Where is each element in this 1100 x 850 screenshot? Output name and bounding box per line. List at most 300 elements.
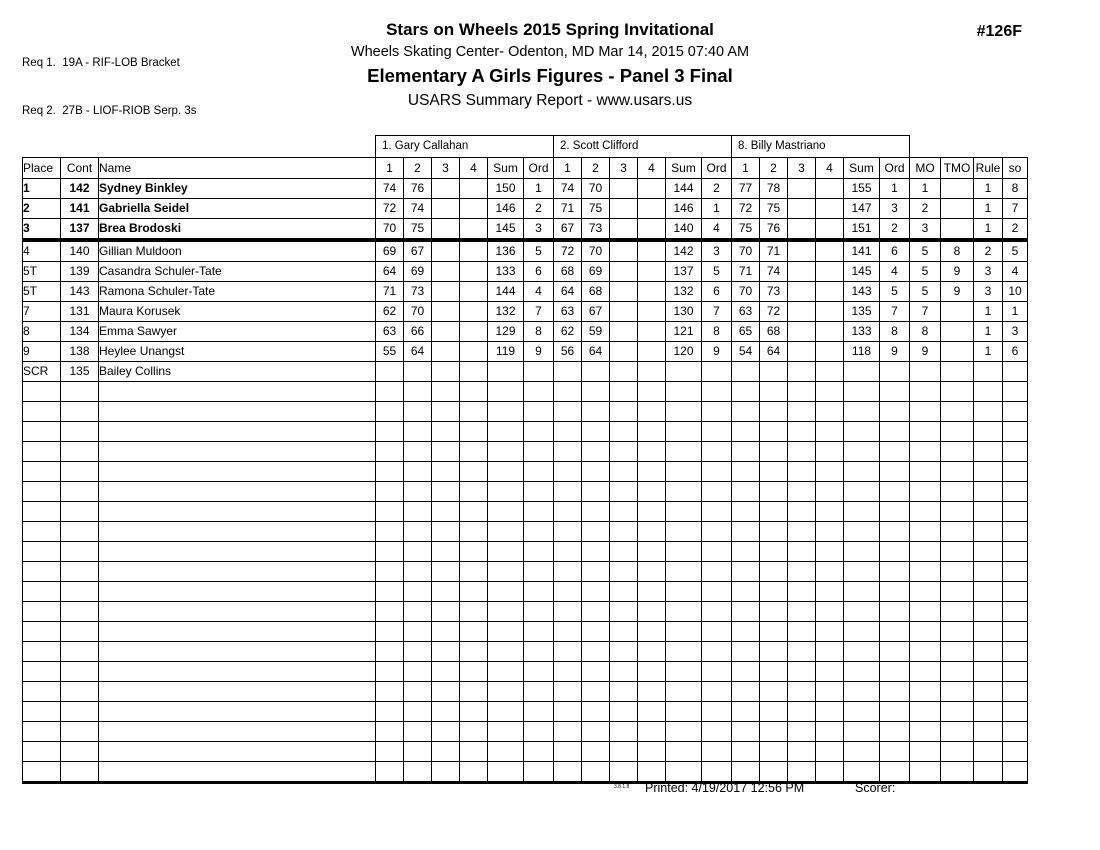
empty-cell [974,742,1003,762]
cell-ord: 9 [702,342,732,362]
empty-cell [610,542,638,562]
empty-cell [910,462,941,482]
cell-mo: 7 [910,302,941,322]
cell-score: 75 [760,199,788,219]
empty-cell [666,502,702,522]
cell-tmo [941,362,974,382]
cell-score: 64 [554,282,582,302]
empty-cell [99,402,376,422]
cell-score: 71 [376,282,404,302]
empty-cell [61,482,99,502]
cell-score [816,362,844,382]
empty-cell [788,722,816,742]
empty-cell [816,502,844,522]
empty-cell [23,702,61,722]
empty-cell [432,762,460,783]
empty-cell [816,642,844,662]
empty-cell [788,462,816,482]
cell-sum [488,362,524,382]
empty-cell [554,582,582,602]
empty-cell [376,702,404,722]
empty-cell [582,482,610,502]
cell-score [788,302,816,322]
cell-score [788,199,816,219]
skater-row [23,179,1028,199]
empty-cell [23,502,61,522]
skater-row [23,342,1028,362]
empty-cell [788,762,816,783]
empty-cell [1003,522,1028,542]
cell-rule: 3 [974,262,1003,282]
empty-cell [816,702,844,722]
empty-cell [554,542,582,562]
judge-3-header: 8. Billy Mastriano [732,136,910,158]
cell-score: 78 [760,179,788,199]
empty-cell [460,482,488,502]
empty-cell [910,422,941,442]
cell-sum [844,362,880,382]
cell-score [816,179,844,199]
empty-cell [1003,482,1028,502]
empty-cell [488,582,524,602]
empty-cell [582,742,610,762]
empty-cell [816,602,844,622]
cell-score: 75 [404,219,432,241]
empty-cell [488,382,524,402]
cell-score [460,219,488,241]
empty-cell [99,482,376,502]
empty-cell [844,762,880,783]
cell-cont: 137 [61,219,99,241]
cell-score: 73 [582,219,610,241]
empty-cell [638,582,666,602]
empty-cell [788,662,816,682]
empty-cell [582,622,610,642]
skater-row [23,262,1028,282]
empty-cell [524,482,554,502]
empty-cell [404,642,432,662]
cell-sum: 146 [488,199,524,219]
cell-sum: 132 [488,302,524,322]
cell-mo: 8 [910,322,941,342]
cell-rule: 2 [974,240,1003,262]
cell-cont: 135 [61,362,99,382]
skater-row [23,282,1028,302]
cell-ord [702,362,732,382]
empty-cell [460,442,488,462]
column-header-1: 1 [732,158,760,179]
empty-cell [732,582,760,602]
empty-cell [760,602,788,622]
empty-cell [61,742,99,762]
cell-so: 7 [1003,199,1028,219]
empty-cell [610,722,638,742]
empty-cell [404,562,432,582]
empty-row [23,422,1028,442]
cell-tmo: 9 [941,262,974,282]
empty-cell [404,662,432,682]
cell-score [610,342,638,362]
empty-cell [760,542,788,562]
column-header-4: 4 [638,158,666,179]
empty-row [23,482,1028,502]
cell-tmo [941,179,974,199]
empty-cell [488,462,524,482]
empty-cell [432,422,460,442]
empty-cell [702,402,732,422]
empty-cell [23,662,61,682]
empty-cell [582,662,610,682]
cell-place: 4 [23,240,61,262]
column-header-ord: Ord [702,158,732,179]
empty-cell [910,562,941,582]
cell-sum: 146 [666,199,702,219]
cell-score: 64 [760,342,788,362]
cell-score [610,282,638,302]
cell-score: 63 [554,302,582,322]
cell-ord: 1 [702,199,732,219]
empty-cell [974,542,1003,562]
empty-cell [760,642,788,662]
cell-name: Emma Sawyer [99,322,376,342]
empty-cell [610,602,638,622]
cell-sum: 143 [844,282,880,302]
empty-cell [974,562,1003,582]
empty-cell [666,402,702,422]
empty-cell [404,762,432,783]
empty-cell [788,622,816,642]
cell-score [638,179,666,199]
empty-cell [610,482,638,502]
empty-cell [404,582,432,602]
empty-cell [488,722,524,742]
empty-cell [760,562,788,582]
cell-score [788,362,816,382]
empty-cell [488,762,524,783]
empty-cell [376,742,404,762]
empty-cell [941,662,974,682]
cell-so: 10 [1003,282,1028,302]
empty-cell [638,522,666,542]
empty-cell [404,502,432,522]
empty-cell [702,502,732,522]
cell-score: 67 [582,302,610,322]
empty-cell [99,562,376,582]
cell-score [432,240,460,262]
empty-cell [844,442,880,462]
empty-cell [554,402,582,422]
empty-cell [816,742,844,762]
empty-cell [610,582,638,602]
cell-score [816,342,844,362]
empty-cell [788,602,816,622]
column-header-row [23,158,1028,179]
empty-cell [974,762,1003,783]
empty-cell [910,522,941,542]
empty-cell [23,642,61,662]
empty-cell [376,422,404,442]
cell-score: 69 [582,262,610,282]
cell-score: 72 [554,240,582,262]
empty-cell [524,382,554,402]
report-type-line: USARS Summary Report - www.usars.us [407,92,693,109]
empty-cell [816,522,844,542]
empty-row [23,502,1028,522]
empty-cell [99,702,376,722]
cell-rule: 3 [974,282,1003,302]
cell-ord: 4 [880,262,910,282]
empty-cell [880,682,910,702]
empty-cell [941,742,974,762]
column-header-sum: Sum [488,158,524,179]
cell-score [638,219,666,241]
empty-cell [23,382,61,402]
empty-cell [432,722,460,742]
empty-cell [880,422,910,442]
empty-cell [404,462,432,482]
empty-cell [460,582,488,602]
empty-cell [1003,442,1028,462]
cell-score [788,322,816,342]
cell-name: Gillian Muldoon [99,240,376,262]
empty-cell [638,502,666,522]
empty-cell [61,642,99,662]
cell-score [582,362,610,382]
empty-cell [974,482,1003,502]
empty-cell [880,602,910,622]
cell-sum: 141 [844,240,880,262]
event-title: Stars on Wheels 2015 Spring Invitational [386,20,714,39]
empty-cell [99,522,376,542]
cell-sum: 120 [666,342,702,362]
column-header-sum: Sum [844,158,880,179]
empty-cell [732,722,760,742]
cell-score [816,302,844,322]
empty-cell [99,642,376,662]
empty-cell [376,582,404,602]
empty-row [23,682,1028,702]
cell-score [788,179,816,199]
cell-score [432,219,460,241]
empty-cell [816,422,844,442]
empty-cell [732,602,760,622]
cell-score: 71 [554,199,582,219]
empty-cell [941,702,974,722]
empty-cell [460,522,488,542]
empty-cell [816,662,844,682]
empty-cell [61,402,99,422]
empty-cell [816,562,844,582]
empty-cell [432,742,460,762]
empty-cell [376,462,404,482]
empty-cell [974,382,1003,402]
cell-name: Ramona Schuler-Tate [99,282,376,302]
cell-score [816,199,844,219]
cell-name: Sydney Binkley [99,179,376,199]
empty-cell [404,382,432,402]
empty-cell [1003,562,1028,582]
empty-cell [702,382,732,402]
empty-cell [524,762,554,783]
empty-cell [941,502,974,522]
cell-score [638,362,666,382]
empty-cell [554,482,582,502]
empty-cell [524,582,554,602]
cell-score [432,342,460,362]
cell-tmo [941,199,974,219]
empty-cell [880,542,910,562]
empty-cell [61,702,99,722]
judge-header-row [23,136,1028,158]
cell-score [732,362,760,382]
cell-score: 73 [404,282,432,302]
empty-cell [910,762,941,783]
cell-score: 54 [732,342,760,362]
empty-cell [404,702,432,722]
column-header-mo: MO [910,158,941,179]
empty-cell [582,602,610,622]
empty-cell [974,442,1003,462]
empty-cell [460,642,488,662]
cell-place: 7 [23,302,61,322]
column-header-1: 1 [554,158,582,179]
empty-cell [524,442,554,462]
empty-cell [732,522,760,542]
empty-cell [974,662,1003,682]
cell-sum: 118 [844,342,880,362]
empty-cell [432,382,460,402]
empty-cell [376,662,404,682]
column-header-ord: Ord [880,158,910,179]
cell-ord [880,362,910,382]
empty-cell [99,602,376,622]
column-header-ord: Ord [524,158,554,179]
cell-ord: 6 [702,282,732,302]
empty-cell [376,542,404,562]
empty-cell [941,722,974,742]
empty-cell [788,402,816,422]
cell-score [432,302,460,322]
empty-cell [702,442,732,462]
cell-ord: 6 [524,262,554,282]
cell-ord: 5 [880,282,910,302]
empty-cell [941,382,974,402]
empty-cell [460,722,488,742]
cell-name: Brea Brodoski [99,219,376,241]
column-header-2: 2 [582,158,610,179]
cell-score [788,240,816,262]
skater-row [23,302,1028,322]
empty-cell [974,582,1003,602]
cell-ord: 8 [880,322,910,342]
cell-ord: 7 [880,302,910,322]
cell-score [554,362,582,382]
cell-score [610,219,638,241]
cell-mo: 9 [910,342,941,362]
empty-cell [488,662,524,682]
empty-cell [432,542,460,562]
title-block [0,20,1100,110]
cell-score: 66 [404,322,432,342]
cell-cont: 142 [61,179,99,199]
empty-cell [1003,462,1028,482]
cell-ord: 8 [524,322,554,342]
cell-score: 70 [732,282,760,302]
cell-rule: 1 [974,342,1003,362]
column-header-so: so [1003,158,1028,179]
empty-cell [638,702,666,722]
empty-cell [941,442,974,462]
empty-cell [880,622,910,642]
empty-cell [404,482,432,502]
empty-cell [554,642,582,662]
column-header-name: Name [99,158,376,179]
column-header-tmo: TMO [941,158,974,179]
empty-cell [732,702,760,722]
empty-cell [1003,722,1028,742]
empty-cell [974,462,1003,482]
cell-score [460,282,488,302]
empty-cell [666,622,702,642]
cell-score: 77 [732,179,760,199]
skater-row [23,219,1028,241]
cell-score: 70 [732,240,760,262]
cell-cont: 138 [61,342,99,362]
cell-sum: 137 [666,262,702,282]
empty-cell [666,542,702,562]
empty-cell [582,422,610,442]
empty-cell [610,502,638,522]
cell-score [638,322,666,342]
empty-cell [941,682,974,702]
empty-cell [99,682,376,702]
column-header-3: 3 [610,158,638,179]
empty-cell [610,462,638,482]
cell-score: 76 [760,219,788,241]
cell-score [460,362,488,382]
cell-mo [910,362,941,382]
cell-score [460,342,488,362]
cell-score [404,362,432,382]
cell-ord: 5 [702,262,732,282]
column-header-1: 1 [376,158,404,179]
empty-cell [638,442,666,462]
cell-sum: 133 [844,322,880,342]
empty-cell [376,682,404,702]
cell-score [610,199,638,219]
skater-row [23,322,1028,342]
empty-cell [582,562,610,582]
empty-cell [404,422,432,442]
empty-cell [460,462,488,482]
cell-sum: 150 [488,179,524,199]
empty-cell [524,502,554,522]
empty-cell [666,442,702,462]
empty-cell [880,642,910,662]
empty-cell [941,642,974,662]
requirement-line-1: Req 1. 19A - RIF-LOB Bracket [22,57,180,69]
cell-name: Casandra Schuler-Tate [99,262,376,282]
empty-cell [732,682,760,702]
cell-score [638,262,666,282]
cell-cont: 140 [61,240,99,262]
empty-cell [844,702,880,722]
cell-cont: 134 [61,322,99,342]
cell-score: 69 [376,240,404,262]
empty-cell [99,722,376,742]
cell-score [816,262,844,282]
cell-sum: 140 [666,219,702,241]
